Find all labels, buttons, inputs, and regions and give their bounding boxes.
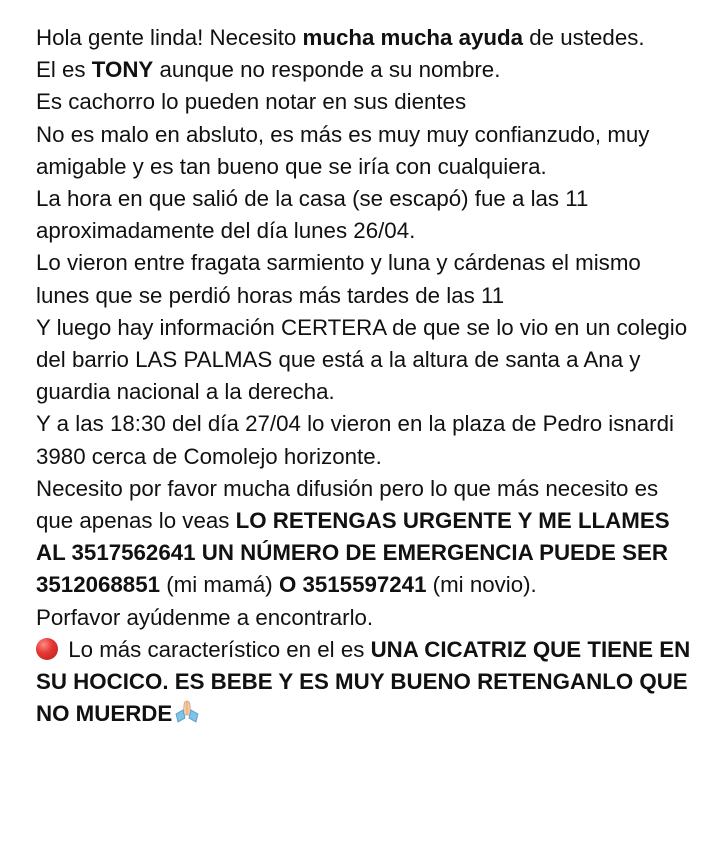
paragraph-features: Lo más característico en el es UNA CICATRIZ QUE TIENE EN SU HOCICO. ES BEBE Y ES MUY BUENO RETENGANLO QUE NO MUERDE bbox=[36, 636, 691, 727]
paragraph-third-sighting: Y a las 18:30 del día 27/04 lo vieron en la plaza de Pedro isnardi 3980 cerca de Comolejo horizonte. bbox=[36, 411, 674, 469]
folded-hands-icon bbox=[172, 698, 202, 724]
red-circle-icon bbox=[36, 638, 58, 660]
contact-alt: O 3515597241 bbox=[278, 572, 427, 598]
paragraph-puppy: Es cachorro lo pueden notar en sus dientes bbox=[36, 89, 467, 115]
paragraph-first-sighting: Lo vieron entre fragata sarmiento y luna y cárdenas el mismo lunes que se perdió horas más tardes de las 11 bbox=[36, 250, 641, 308]
features-bold: UNA CICATRIZ QUE TIENE EN SU HOCICO. ES BEBE Y ES MUY BUENO RETENGANLO QUE NO MUERDE bbox=[36, 636, 691, 727]
paragraph-escape-time: La hora en que salió de la casa (se escapó) fue a las 11 aproximadamente del día lunes 26/04. bbox=[36, 186, 589, 244]
paragraph-temperament: No es malo en absluto, es más es muy muy confianzudo, muy amigable y es tan bueno que se iría con cualquiera. bbox=[36, 121, 650, 179]
paragraph-name: El es TONY aunque no responde a su nombre. bbox=[36, 57, 501, 83]
contact-urgent: LO RETENGAS URGENTE Y ME LLAMES AL 3517562641 UN NÚMERO DE EMERGENCIA PUEDE SER 3512068851 bbox=[36, 508, 670, 598]
dog-name: TONY bbox=[91, 57, 154, 83]
post-text bbox=[36, 22, 696, 730]
paragraph-greeting: Hola gente linda! Necesito mucha mucha ayuda de ustedes. bbox=[36, 25, 645, 50]
paragraph-contact: Necesito por favor mucha difusión pero lo que más necesito es que apenas lo veas LO RETENGAS URGENTE Y ME LLAMES AL 3517562641 UN NÚMERO DE EMERGENCIA PUEDE SER 3512068851 (mi mamá) O 3515597241 (mi novio). bbox=[36, 475, 670, 598]
paragraph-plea: Porfavor ayúdenme a encontrarlo. bbox=[36, 604, 374, 630]
bold-text: mucha mucha ayuda bbox=[302, 25, 524, 50]
paragraph-second-sighting: Y luego hay información CERTERA de que se lo vio en un colegio del barrio LAS PALMAS que está a la altura de santa a Ana y guardia nacional a la derecha. bbox=[36, 314, 688, 405]
